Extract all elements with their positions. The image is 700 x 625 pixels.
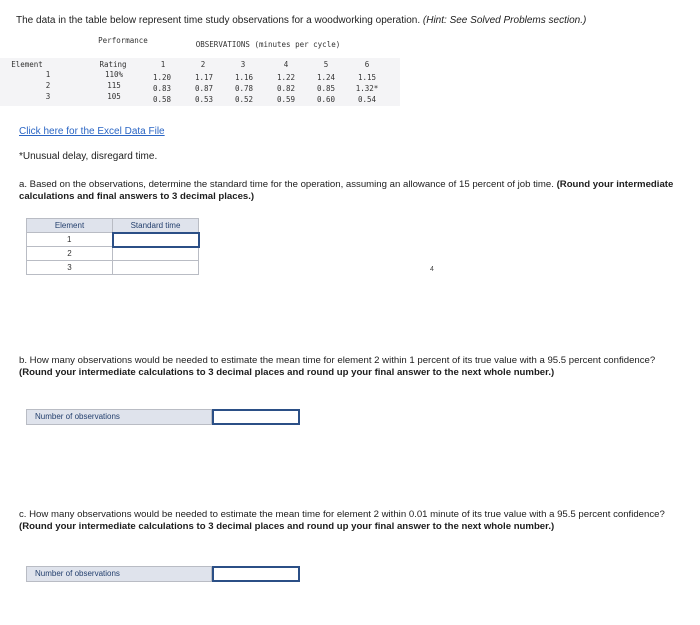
row-3-obs-4: 0.59 [276,95,296,104]
row-3-obs-5: 0.60 [316,95,336,104]
rating-header-line-2: Rating [99,60,127,69]
part-a-instruction: (Round your intermediate calculations and final answers to 3 decimal places.) [19,179,674,202]
standard-time-input-3[interactable] [113,261,199,275]
element-2-label: 2 [27,247,113,261]
row-2-element: 2 [45,81,51,90]
row-1-obs-6: 1.15 [357,73,377,82]
part-a-question [19,179,679,203]
part-b-instruction: (Round your intermediate calculations to 3 decimal places and round up your final answer to the next whole number.) [19,367,555,378]
observations-header: OBSERVATIONS (minutes per cycle) [195,40,341,49]
rating-header-line-1: Performance [98,36,148,45]
excel-data-file-link[interactable]: Click here for the Excel Data File [19,126,165,137]
row-2-rating: 115 [107,81,121,90]
part-b-answer-label: Number of observations [26,409,212,425]
part-c-answer-label: Number of observations [26,566,212,582]
part-a-prompt: a. Based on the observations, determine the standard time for the operation, assuming an allowance of 15 percent of job time. [19,179,554,190]
part-c-answer-row [26,566,300,582]
row-3-obs-2: 0.53 [194,95,214,104]
row-1-obs-4: 1.22 [276,73,296,82]
row-2-obs-5: 0.85 [316,84,336,93]
row-2-obs-4: 0.82 [276,84,296,93]
row-1-obs-3: 1.16 [234,73,254,82]
cycle-5-header: 5 [323,60,329,69]
part-c-question [19,509,679,533]
cycle-6-header: 6 [364,60,370,69]
element-header: Element [11,60,43,69]
cycle-3-header: 3 [240,60,246,69]
element-column-header: Element [27,219,113,233]
standard-time-column-header: Standard time [113,219,199,233]
cycle-1-header: 1 [160,60,166,69]
element-3-label: 3 [27,261,113,275]
element-1-label: 1 [27,233,113,247]
row-1-obs-2: 1.17 [194,73,214,82]
standard-time-table [26,218,200,275]
part-b-observations-input[interactable] [212,409,300,425]
row-2-obs-3: 0.78 [234,84,254,93]
row-3-obs-1: 0.58 [152,95,172,104]
row-2-obs-6: 1.32* [355,84,379,93]
row-3-rating: 105 [107,92,121,101]
intro-hint: (Hint: See Solved Problems section.) [422,15,587,26]
row-2-obs-1: 0.83 [152,84,172,93]
part-c-prompt: c. How many observations would be needed to estimate the mean time for element 2 within 0.01 minute of its true value with a 95.5 percent confidence? [19,509,665,520]
standard-time-input-2[interactable] [113,247,199,261]
part-b-prompt: b. How many observations would be needed to estimate the mean time for element 2 within 1 percent of its true value with a 95.5 percent confidence? [19,355,656,366]
observations-table [0,36,400,108]
part-c-observations-input[interactable] [212,566,300,582]
cycle-4-header: 4 [283,60,289,69]
stray-mark: 4 [430,266,434,273]
cycle-2-header: 2 [200,60,206,69]
intro-text [16,14,686,27]
standard-time-input-1[interactable] [113,233,199,247]
part-b-answer-row [26,409,300,425]
row-3-obs-3: 0.52 [234,95,254,104]
row-1-element: 1 [45,70,51,79]
intro-sentence: The data in the table below represent time study observations for a woodworking operation. [16,15,421,26]
row-3-element: 3 [45,92,51,101]
row-3-obs-6: 0.54 [357,95,377,104]
row-1-obs-1: 1.20 [152,73,172,82]
unusual-delay-note: *Unusual delay, disregard time. [19,151,158,162]
row-1-obs-5: 1.24 [316,73,336,82]
row-1-rating: 110% [104,70,124,79]
part-b-question [19,355,679,379]
part-c-instruction: (Round your intermediate calculations to 3 decimal places and round up your final answer to the next whole number.) [19,521,555,532]
row-2-obs-2: 0.87 [194,84,214,93]
